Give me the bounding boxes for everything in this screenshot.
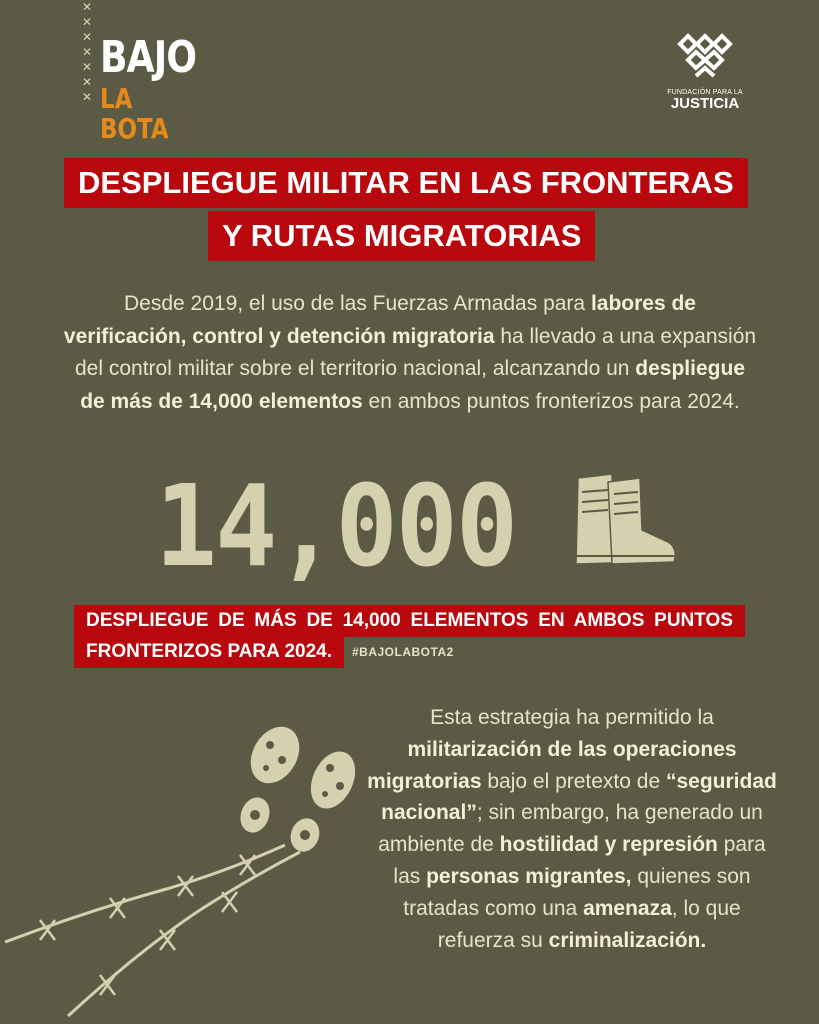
big-number: 14,000 (155, 462, 517, 592)
intro-text: ha llevado a una expansión del control militar sobre el territorio nacional, alcanzando un (75, 324, 757, 380)
strategy-text: ; sin embargo, ha generado un ambiente de (378, 801, 763, 857)
strategy-text: para las (393, 833, 766, 888)
strategy-bold: hostilidad y represión (499, 833, 718, 857)
strategy-bold: “seguridad nacional” (381, 769, 777, 825)
intro-paragraph (60, 288, 760, 418)
strategy-text: Esta estrategia ha permitido la (430, 706, 714, 729)
org-name-top: FUNDACIÓN PARA LA (667, 89, 743, 96)
strategy-text: , lo que refuerza su (437, 896, 741, 952)
footprint-sole (241, 720, 309, 792)
subtitle-line-1: DESPLIEGUE DE MÁS DE 14,000 ELEMENTOS EN AMBOS PUNTOS (74, 605, 745, 637)
intro-bold: labores de verificación, control y detención migratoria (63, 292, 696, 348)
intro-text: en ambos puntos fronterizos para 2024. (362, 389, 740, 413)
subtitle-line-2: FRONTERIZOS PARA 2024. (74, 636, 344, 668)
title-line-2: Y RUTAS MIGRATORIAS (208, 211, 595, 261)
strategy-bold: amenaza (583, 896, 672, 920)
strategy-bold: personas migrantes, (426, 864, 632, 888)
strategy-text: bajo el pretexto de (481, 769, 666, 793)
justicia-emblem-icon (674, 30, 736, 82)
barbed-wire-icon: ✕ ✕ ✕ ✕ ✕ ✕ ✕ (81, 0, 93, 104)
strategy-bold: criminalización. (548, 928, 707, 952)
logo-text-la-bota: LA BOTA (100, 82, 169, 145)
intro-bold: despliegue de más de 14,000 elementos (80, 357, 745, 413)
footprint-sole (302, 744, 364, 815)
bajo-la-bota-logo (70, 0, 220, 145)
title-line-1: DESPLIEGUE MILITAR EN LAS FRONTERAS (64, 158, 748, 208)
org-name-bottom: JUSTICIA (670, 95, 740, 112)
strategy-text: quienes son tratadas como una (403, 864, 751, 920)
footprints-barbed-wire-icon (0, 720, 380, 1024)
military-boots-icon (568, 472, 678, 574)
intro-text: Desde 2019, el uso de las Fuerzas Armadas para (124, 292, 591, 315)
strategy-paragraph (362, 702, 782, 956)
logo-text-bajo: BAJO (100, 32, 197, 83)
strategy-bold: militarización de las operaciones migratorias (367, 737, 737, 793)
hashtag: #BAJOLABOTA2 (352, 645, 454, 659)
fundacion-justicia-logo (660, 30, 750, 120)
